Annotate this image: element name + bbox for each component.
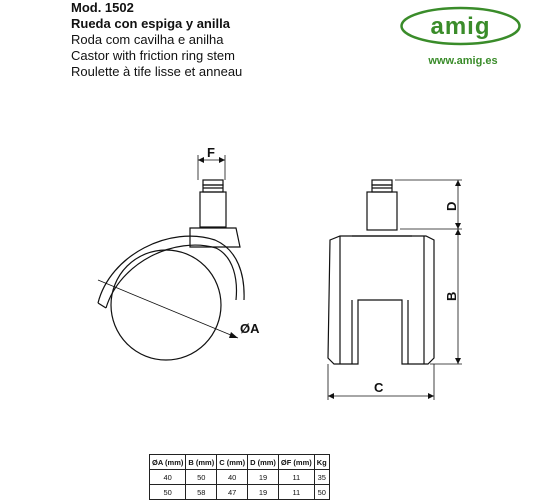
col-header-diameter-f: ØF (mm) — [278, 455, 314, 470]
table-row — [150, 485, 330, 500]
col-header-kg: Kg — [314, 455, 329, 470]
dim-label-c: C — [374, 380, 384, 395]
table-cell: 50 — [150, 485, 186, 500]
front-view — [328, 180, 462, 400]
col-header-d: D (mm) — [248, 455, 279, 470]
table-cell: 11 — [278, 485, 314, 500]
spec-table — [149, 454, 330, 500]
dim-label-b: B — [444, 291, 459, 301]
table-cell: 40 — [217, 470, 248, 485]
table-cell: 40 — [150, 470, 186, 485]
website-url: www.amig.es — [428, 55, 498, 67]
table-cell: 19 — [248, 470, 279, 485]
product-name-pt: Roda com cavilha e anilha — [71, 32, 224, 47]
product-name-en: Castor with friction ring stem — [71, 48, 235, 63]
table-cell: 58 — [186, 485, 217, 500]
spec-table-header-row — [150, 455, 330, 470]
table-cell: 50 — [186, 470, 217, 485]
table-cell: 11 — [278, 470, 314, 485]
col-header-diameter-a: ØA (mm) — [150, 455, 186, 470]
table-cell: 47 — [217, 485, 248, 500]
product-name-es: Rueda con espiga y anilla — [71, 16, 230, 31]
product-name-fr: Roulette à tife lisse et anneau — [71, 64, 243, 79]
model-title: Mod. 1502 — [71, 0, 134, 15]
dim-label-d: D — [444, 201, 459, 211]
col-header-c: C (mm) — [217, 455, 248, 470]
table-cell: 19 — [248, 485, 279, 500]
col-header-b: B (mm) — [186, 455, 217, 470]
table-row — [150, 470, 330, 485]
dim-label-f: F — [207, 145, 215, 160]
table-cell: 35 — [314, 470, 329, 485]
side-view — [98, 155, 244, 360]
dim-label-a: ØA — [240, 321, 260, 336]
table-cell: 50 — [314, 485, 329, 500]
svg-text:amig: amig — [430, 13, 491, 40]
